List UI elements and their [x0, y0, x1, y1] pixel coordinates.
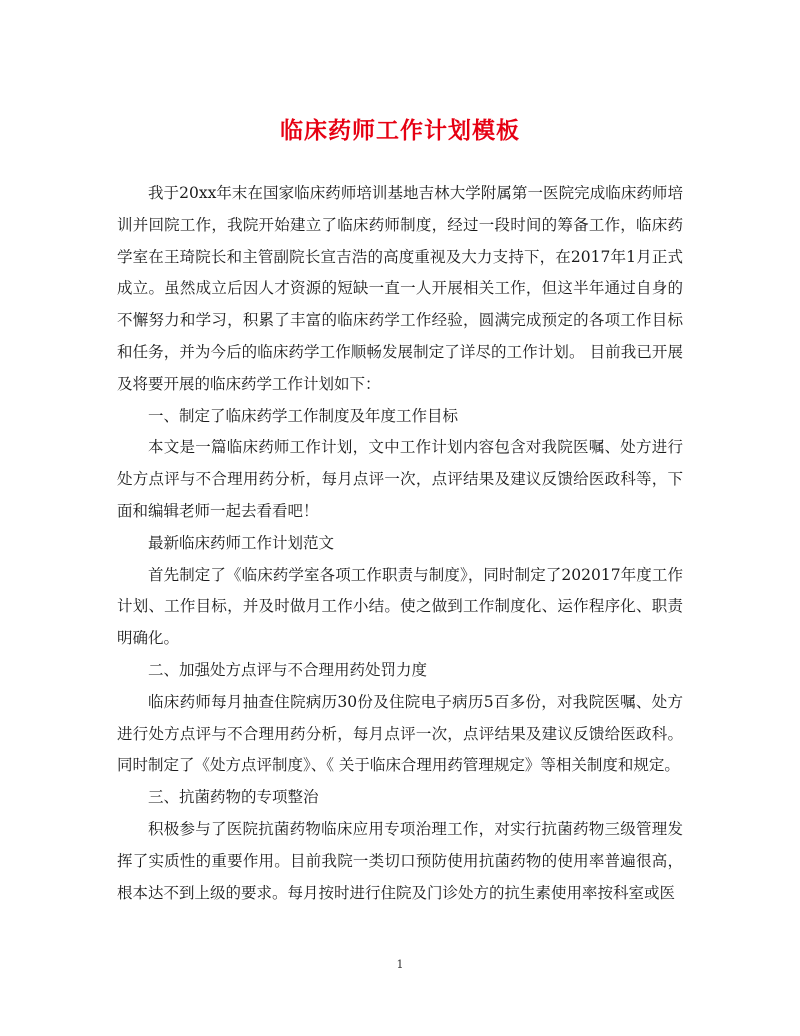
paragraph-section-1: 首先制定了《临床药学室各项工作职责与制度》，同时制定了202017年度工作计划、工作目标，并及时做月工作小结。使之做到工作制度化、运作程序化、职责明确化。 [117, 565, 683, 648]
document-body [117, 178, 683, 909]
section-heading-1: 一、制定了临床药学工作制度及年度工作目标 [148, 406, 459, 425]
document-title: 临床药师工作计划模板 [280, 117, 520, 144]
paragraph-summary: 本文是一篇临床药师工作计划，文中工作计划内容包含对我院医嘱、处方进行处方点评与不合理用药分析，每月点评一次，点评结果及建议反馈给医政科等，下面和编辑老师一起去看看吧！ [117, 438, 683, 520]
paragraph-intro: 我于20xx年末在国家临床药师培训基地吉林大学附属第一医院完成临床药师培训并回院工作，我院开始建立了临床药师制度，经过一段时间的筹备工作，临床药学室在王琦院长和主管副院长宣吉浩的高度重视及大力支持下，在2017年1月正式成立。虽然成立后因人才资源的短缺一直一人开展相关工作，但这半年通过自身的不懈努力和学习，积累了丰富的临床药学工作经验，圆满完成预定的各项工作目标和任务，并为今后的临床药学工作顺畅发展制定了详尽的工作计划。 目前我已开展及将要开展的临床药学工作计划如下： [117, 184, 683, 393]
section-heading-3: 三、抗菌药物的专项整治 [148, 788, 319, 807]
subheading-sample: 最新临床药师工作计划范文 [148, 533, 335, 552]
paragraph-section-3: 积极参与了医院抗菌药物临床应用专项治理工作，对实行抗菌药物三级管理发挥了实质性的重要作用。目前我院一类切口预防使用抗菌药物的使用率普遍很高，根本达不到上级的要求。每月按时进行住院及门诊处方的抗生素使用率按科室或医 [117, 819, 683, 902]
section-heading-2: 二、加强处方点评与不合理用药处罚力度 [148, 660, 428, 679]
page-number: 1 [396, 958, 404, 971]
paragraph-section-2: 临床药师每月抽查住院病历30份及住院电子病历5百多份，对我院医嘱、处方进行处方点评与不合理用药分析，每月点评一次，点评结果及建议反馈给医政科。同时制定了《处方点评制度》、《 关于临床合理用药管理规定》等相关制度和规定。 [117, 692, 683, 775]
